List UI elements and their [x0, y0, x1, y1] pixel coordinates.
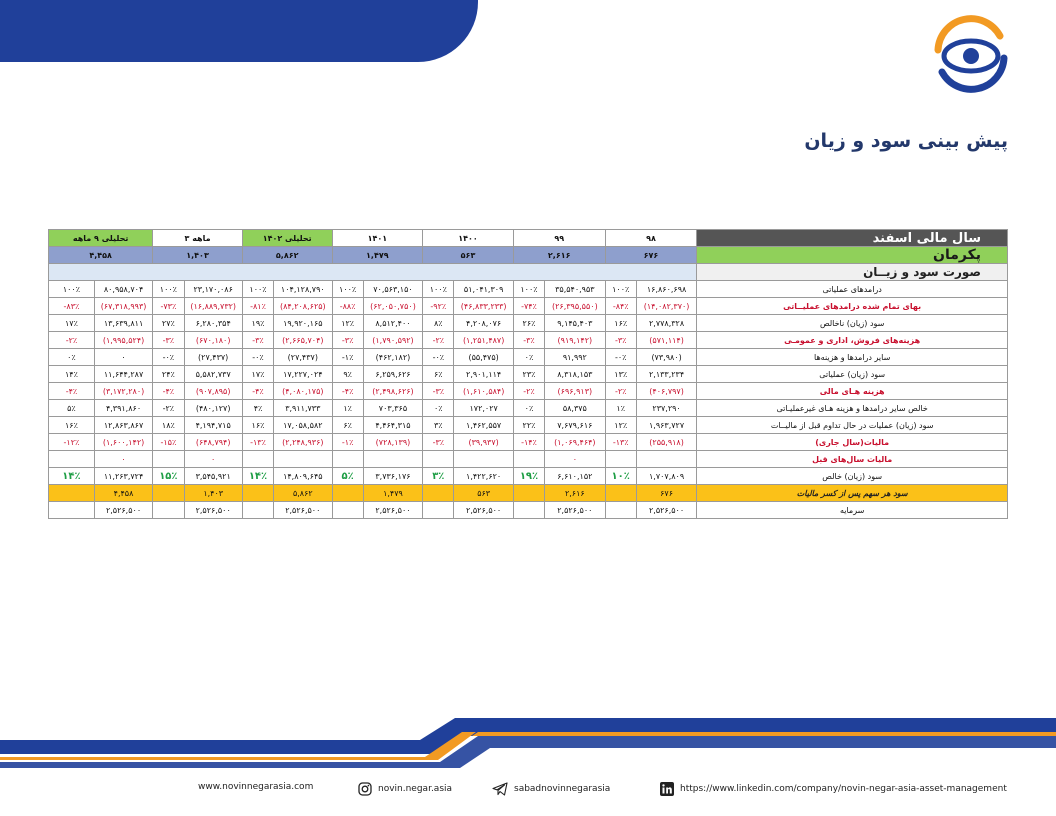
percent-cell: -۰٪: [153, 349, 184, 366]
row-label: درامدهای عملیاتی: [697, 281, 1008, 298]
value-cell: (۶۹۶,۹۱۳): [545, 383, 605, 400]
row-label: سرمایه: [697, 502, 1008, 519]
value-cell: ۶۷۶: [636, 485, 696, 502]
percent-cell: ۰٪: [513, 349, 544, 366]
value-cell: ۶,۲۸۰,۳۵۴: [184, 315, 242, 332]
percent-cell: ۱۰۰٪: [49, 281, 95, 298]
percent-cell: ۴٪: [242, 400, 273, 417]
percent-cell: -۸۴٪: [605, 298, 636, 315]
percent-cell: [242, 502, 273, 519]
value-cell: ۴,۳۹۱,۸۶۰: [94, 400, 152, 417]
value-cell: ۱,۴۷۹: [363, 485, 422, 502]
percent-cell: -۱۴٪: [513, 434, 544, 451]
percent-cell: -۸۸٪: [332, 298, 363, 315]
value-cell: ۲,۷۷۸,۳۲۸: [636, 315, 696, 332]
value-cell: ۶,۶۱۰,۱۵۲: [545, 468, 605, 485]
percent-cell: ۱۰۰٪: [513, 281, 544, 298]
value-cell: ۲,۹۰۱,۱۱۴: [454, 366, 513, 383]
percent-cell: ۰٪: [513, 400, 544, 417]
percent-cell: ۱٪: [332, 400, 363, 417]
percent-cell: ۱۰۰٪: [242, 281, 273, 298]
percent-cell: -۲٪: [605, 383, 636, 400]
value-cell: (۶۷۰,۱۸۰): [184, 332, 242, 349]
percent-cell: [332, 451, 363, 468]
period-header: ۱۴۰۰: [423, 230, 514, 247]
value-cell: (۱,۶۱۰,۵۸۴): [454, 383, 513, 400]
company-value: ۵۶۳: [423, 247, 514, 264]
percent-cell: ۱۶٪: [49, 417, 95, 434]
linkedin-icon: [660, 782, 674, 796]
percent-cell: [513, 451, 544, 468]
value-cell: ۴,۴۶۴,۳۱۵: [363, 417, 422, 434]
value-cell: ۲۳,۱۷۰,۰۸۶: [184, 281, 242, 298]
value-cell: ۲,۵۲۶,۵۰۰: [274, 502, 332, 519]
company-value: ۴,۴۵۸: [49, 247, 153, 264]
value-cell: ۴,۲۰۸,۰۷۶: [454, 315, 513, 332]
linkedin-link[interactable]: [660, 782, 1007, 796]
value-cell: ۱۷,۲۲۷,۰۲۴: [274, 366, 332, 383]
value-cell: ۹,۱۴۵,۴۰۳: [545, 315, 605, 332]
row-label: سود هر سهم پس از کسر مالیات: [697, 485, 1008, 502]
percent-cell: -۱٪: [332, 434, 363, 451]
section-row: [49, 264, 1008, 281]
table-row: [49, 383, 1008, 400]
value-cell: ۲,۵۲۶,۵۰۰: [636, 502, 696, 519]
percent-cell: [153, 485, 184, 502]
value-cell: ۱۳,۶۳۹,۸۱۱: [94, 315, 152, 332]
value-cell: (۱,۹۹۵,۵۲۴): [94, 332, 152, 349]
section-title: صورت سود و زیــان: [697, 264, 1008, 281]
value-cell: (۲,۲۴۸,۹۳۶): [274, 434, 332, 451]
value-cell: (۲۷,۴۳۷): [274, 349, 332, 366]
percent-cell: -۸۱٪: [242, 298, 273, 315]
percent-cell: [332, 485, 363, 502]
section-spacer: [49, 264, 697, 281]
percent-cell: ۳٪: [423, 468, 454, 485]
percent-cell: ۵٪: [49, 400, 95, 417]
percent-cell: -۱۵٪: [153, 434, 184, 451]
percent-cell: -۴٪: [153, 383, 184, 400]
percent-cell: ۲۶٪: [513, 315, 544, 332]
instagram-text[interactable]: novin.negar.asia: [378, 784, 453, 794]
percent-cell: [423, 451, 454, 468]
percent-cell: ۱۲٪: [605, 417, 636, 434]
period-header: تحلیلی ۱۴۰۲: [242, 230, 332, 247]
percent-cell: -۲٪: [423, 332, 454, 349]
company-row: [49, 247, 1008, 264]
value-cell: (۱۶,۸۸۹,۷۳۲): [184, 298, 242, 315]
telegram-link[interactable]: [492, 782, 610, 796]
value-cell: ۱۱,۲۶۳,۷۲۴: [94, 468, 152, 485]
value-cell: ۷۰,۵۶۳,۱۵۰: [363, 281, 422, 298]
percent-cell: [49, 451, 95, 468]
value-cell: ۹۱,۹۹۲: [545, 349, 605, 366]
period-header: ماهه ۳: [153, 230, 243, 247]
value-cell: ۲۳۷,۲۹۰: [636, 400, 696, 417]
percent-cell: [513, 502, 544, 519]
value-cell: (۴۶۲,۱۸۲): [363, 349, 422, 366]
percent-cell: -۳٪: [605, 332, 636, 349]
percent-cell: ۲۷٪: [153, 315, 184, 332]
percent-cell: -۴٪: [49, 383, 95, 400]
period-header: ۹۸: [605, 230, 697, 247]
percent-cell: -۰٪: [605, 349, 636, 366]
table-row: [49, 281, 1008, 298]
row-label: سود (زیان) ناخالص: [697, 315, 1008, 332]
value-cell: (۵۷۱,۱۱۴): [636, 332, 696, 349]
value-cell: (۸۴,۲۰۸,۶۲۵): [274, 298, 332, 315]
percent-cell: -۳٪: [153, 332, 184, 349]
value-cell: (۷۳,۹۸۰): [636, 349, 696, 366]
footer-links: [0, 782, 1056, 802]
percent-cell: -۷۴٪: [513, 298, 544, 315]
percent-cell: ۱۶٪: [605, 315, 636, 332]
percent-cell: [605, 502, 636, 519]
table-row: [49, 332, 1008, 349]
value-cell: ۵,۸۶۲: [274, 485, 332, 502]
value-cell: ۸۰,۹۵۸,۷۰۴: [94, 281, 152, 298]
percent-cell: -۱۲٪: [49, 434, 95, 451]
company-value: ۲,۶۱۶: [513, 247, 605, 264]
value-cell: ۳,۵۴۵,۹۲۱: [184, 468, 242, 485]
table-row: [49, 315, 1008, 332]
value-cell: [363, 451, 422, 468]
percent-cell: ۱۹٪: [242, 315, 273, 332]
value-cell: (۱۴,۰۸۲,۳۷۰): [636, 298, 696, 315]
percent-cell: [242, 485, 273, 502]
percent-cell: -۲٪: [513, 383, 544, 400]
value-cell: (۹۱۹,۱۴۲): [545, 332, 605, 349]
value-cell: (۳,۱۷۲,۲۸۰): [94, 383, 152, 400]
top-banner: [0, 0, 478, 62]
value-cell: [274, 451, 332, 468]
value-cell: ۶,۲۵۹,۶۲۶: [363, 366, 422, 383]
percent-cell: ۵٪: [332, 468, 363, 485]
percent-cell: -۸۳٪: [49, 298, 95, 315]
percent-cell: [423, 502, 454, 519]
value-cell: (۱,۲۵۱,۴۸۷): [454, 332, 513, 349]
fiscal-year-label: سال مالی اسفند: [697, 230, 1008, 247]
percent-cell: [153, 502, 184, 519]
value-cell: ۰: [184, 451, 242, 468]
value-cell: ۱۹,۹۲۰,۱۶۵: [274, 315, 332, 332]
percent-cell: ۱۳٪: [605, 366, 636, 383]
value-cell: (۴۰۶,۷۹۷): [636, 383, 696, 400]
percent-cell: -۱۳٪: [605, 434, 636, 451]
value-cell: (۹۰۷,۸۹۵): [184, 383, 242, 400]
percent-cell: -۳٪: [423, 383, 454, 400]
value-cell: ۷۰۳,۳۶۵: [363, 400, 422, 417]
percent-cell: [49, 502, 95, 519]
value-cell: ۱,۴۶۲,۵۵۷: [454, 417, 513, 434]
percent-cell: -۴٪: [332, 383, 363, 400]
value-cell: ۲,۵۲۶,۵۰۰: [184, 502, 242, 519]
value-cell: (۶۲,۰۵۰,۷۵۰): [363, 298, 422, 315]
percent-cell: [153, 451, 184, 468]
percent-cell: [49, 485, 95, 502]
telegram-text[interactable]: sabadnovinnegarasia: [514, 784, 611, 794]
percent-cell: -۹۲٪: [423, 298, 454, 315]
percent-cell: ۱۵٪: [153, 468, 184, 485]
instagram-link[interactable]: [358, 782, 452, 796]
value-cell: (۲۵۵,۹۱۸): [636, 434, 696, 451]
value-cell: ۸,۵۱۲,۴۰۰: [363, 315, 422, 332]
footer-stripes: [0, 718, 1056, 768]
value-cell: ۰: [94, 349, 152, 366]
value-cell: ۱,۹۶۳,۷۲۷: [636, 417, 696, 434]
table-body: [49, 230, 1008, 519]
value-cell: ۸,۳۱۸,۱۵۳: [545, 366, 605, 383]
percent-cell: ۱۰۰٪: [153, 281, 184, 298]
table-row: [49, 417, 1008, 434]
value-cell: (۲۶,۳۹۵,۵۵۰): [545, 298, 605, 315]
value-cell: ۱۷۲,۰۲۷: [454, 400, 513, 417]
table-row: [49, 468, 1008, 485]
period-header: تحلیلی ۹ ماهه: [49, 230, 153, 247]
value-cell: ۲,۵۲۶,۵۰۰: [363, 502, 422, 519]
value-cell: ۵۶۳: [454, 485, 513, 502]
percent-cell: -۳٪: [242, 332, 273, 349]
percent-cell: -۰٪: [423, 349, 454, 366]
value-cell: ۱,۷۰۷,۸۰۹: [636, 468, 696, 485]
percent-cell: ۲۳٪: [513, 366, 544, 383]
percent-cell: -۳٪: [513, 332, 544, 349]
value-cell: (۱,۰۶۹,۴۶۴): [545, 434, 605, 451]
percent-cell: -۲٪: [153, 400, 184, 417]
value-cell: (۵۵,۴۷۵): [454, 349, 513, 366]
value-cell: ۱۴,۸۰۹,۶۴۵: [274, 468, 332, 485]
value-cell: ۳۵,۵۴۰,۹۵۳: [545, 281, 605, 298]
value-cell: (۷۲۸,۱۳۹): [363, 434, 422, 451]
company-logo: [928, 14, 1014, 94]
value-cell: ۱۰۴,۱۲۸,۷۹۰: [274, 281, 332, 298]
value-cell: ۲,۵۲۶,۵۰۰: [545, 502, 605, 519]
profit-loss-table: [48, 229, 1008, 519]
row-label: مالیات(سال جاری): [697, 434, 1008, 451]
value-cell: (۱,۷۹۰,۵۹۲): [363, 332, 422, 349]
percent-cell: -۴٪: [242, 383, 273, 400]
value-cell: (۲,۴۹۸,۶۲۶): [363, 383, 422, 400]
value-cell: ۱,۴۰۳: [184, 485, 242, 502]
percent-cell: ۱۰۰٪: [423, 281, 454, 298]
value-cell: ۱,۴۲۲,۶۲۰: [454, 468, 513, 485]
percent-cell: ۸٪: [423, 315, 454, 332]
percent-cell: ۲۴٪: [153, 366, 184, 383]
percent-cell: ۱۸٪: [153, 417, 184, 434]
value-cell: (۴,۰۸۰,۱۷۵): [274, 383, 332, 400]
percent-cell: ۶٪: [332, 417, 363, 434]
value-cell: ۰: [545, 451, 605, 468]
percent-cell: -۱۳٪: [242, 434, 273, 451]
percent-cell: -۷۳٪: [153, 298, 184, 315]
percent-cell: [605, 485, 636, 502]
value-cell: (۴۶,۸۳۳,۲۳۳): [454, 298, 513, 315]
period-header: ۱۴۰۱: [332, 230, 423, 247]
row-label: مالیات سال‌های قبل: [697, 451, 1008, 468]
row-label: هزینه‌های فروش، اداری و عمومـی: [697, 332, 1008, 349]
percent-cell: ۱۹٪: [513, 468, 544, 485]
row-label: هزینه هـای مالی: [697, 383, 1008, 400]
row-label: خالص سایر درامدها و هزینه هـای غیرعملیـاتی: [697, 400, 1008, 417]
header-row: [49, 230, 1008, 247]
value-cell: (۳۹,۹۳۷): [454, 434, 513, 451]
percent-cell: ۱۰٪: [605, 468, 636, 485]
value-cell: ۴,۴۵۸: [94, 485, 152, 502]
value-cell: ۷,۶۷۹,۶۱۶: [545, 417, 605, 434]
value-cell: ۵,۵۸۲,۷۳۷: [184, 366, 242, 383]
percent-cell: [242, 451, 273, 468]
value-cell: ۲,۱۳۳,۲۳۴: [636, 366, 696, 383]
value-cell: ۱۱,۶۴۴,۲۸۷: [94, 366, 152, 383]
company-value: ۵,۸۶۲: [242, 247, 332, 264]
percent-cell: [332, 502, 363, 519]
row-label: بهای تمام شده درامدهای عملیــاتی: [697, 298, 1008, 315]
table-row: [49, 298, 1008, 315]
table-row: [49, 366, 1008, 383]
value-cell: [636, 451, 696, 468]
percent-cell: ۰٪: [49, 349, 95, 366]
percent-cell: ۱۲٪: [332, 315, 363, 332]
value-cell: ۳,۹۱۱,۷۳۳: [274, 400, 332, 417]
percent-cell: [513, 485, 544, 502]
percent-cell: ۳٪: [423, 417, 454, 434]
percent-cell: ۱۰۰٪: [605, 281, 636, 298]
value-cell: (۶۷,۳۱۸,۹۹۳): [94, 298, 152, 315]
percent-cell: [423, 485, 454, 502]
percent-cell: [605, 451, 636, 468]
instagram-icon: [358, 782, 372, 796]
percent-cell: -۳٪: [423, 434, 454, 451]
table-row: [49, 434, 1008, 451]
linkedin-text[interactable]: https://www.linkedin.com/company/novin-negar-asia-asset-management: [680, 784, 1007, 794]
percent-cell: ۱۴٪: [242, 468, 273, 485]
percent-cell: ۹٪: [332, 366, 363, 383]
row-label: سایر درامدها و هزینه‌ها: [697, 349, 1008, 366]
percent-cell: ۱۴٪: [49, 366, 95, 383]
telegram-icon: [492, 782, 508, 796]
percent-cell: ۱۷٪: [49, 315, 95, 332]
value-cell: ۴,۱۹۴,۷۱۵: [184, 417, 242, 434]
percent-cell: -۱٪: [332, 349, 363, 366]
company-name: پکرمان: [697, 247, 1008, 264]
value-cell: ۱۷,۰۵۸,۵۸۲: [274, 417, 332, 434]
percent-cell: ۲۲٪: [513, 417, 544, 434]
table-row: [49, 400, 1008, 417]
website-text[interactable]: www.novinnegarasia.com: [198, 782, 314, 792]
company-value: ۶۷۶: [605, 247, 697, 264]
period-header: ۹۹: [513, 230, 605, 247]
value-cell: [454, 451, 513, 468]
table-row: [49, 485, 1008, 502]
table-row: [49, 502, 1008, 519]
company-value: ۱,۴۰۳: [153, 247, 243, 264]
percent-cell: ۱۰۰٪: [332, 281, 363, 298]
row-label: سود (زیان) عملیات در حال تداوم قبل از مالیــات: [697, 417, 1008, 434]
row-label: سود (زیان) خالص: [697, 468, 1008, 485]
value-cell: ۲,۶۱۶: [545, 485, 605, 502]
value-cell: ۵۱,۰۴۱,۳۰۹: [454, 281, 513, 298]
percent-cell: -۳٪: [332, 332, 363, 349]
value-cell: (۲,۶۶۵,۷۰۴): [274, 332, 332, 349]
website-link[interactable]: [198, 782, 313, 792]
table-row: [49, 451, 1008, 468]
value-cell: (۴۸۰,۱۲۷): [184, 400, 242, 417]
value-cell: (۶۴۸,۷۹۴): [184, 434, 242, 451]
table-row: [49, 349, 1008, 366]
page-title: پیش بینی سود و زیان: [804, 130, 1008, 152]
percent-cell: ۱٪: [605, 400, 636, 417]
value-cell: ۵۸,۳۷۵: [545, 400, 605, 417]
row-label: سود (زیان) عملیاتی: [697, 366, 1008, 383]
percent-cell: ۰٪: [423, 400, 454, 417]
value-cell: ۲,۵۲۶,۵۰۰: [454, 502, 513, 519]
value-cell: ۱۶,۸۶۰,۶۹۸: [636, 281, 696, 298]
value-cell: ۲,۵۲۶,۵۰۰: [94, 502, 152, 519]
value-cell: ۱۲,۸۶۳,۸۶۷: [94, 417, 152, 434]
percent-cell: ۱۴٪: [49, 468, 95, 485]
value-cell: (۲۷,۴۳۷): [184, 349, 242, 366]
percent-cell: ۱۶٪: [242, 417, 273, 434]
value-cell: ۳,۷۳۶,۱۷۶: [363, 468, 422, 485]
percent-cell: ۶٪: [423, 366, 454, 383]
percent-cell: -۰٪: [242, 349, 273, 366]
value-cell: (۱,۶۰۰,۱۴۲): [94, 434, 152, 451]
company-value: ۱,۴۷۹: [332, 247, 423, 264]
percent-cell: -۲٪: [49, 332, 95, 349]
percent-cell: ۱۷٪: [242, 366, 273, 383]
value-cell: ۰: [94, 451, 152, 468]
